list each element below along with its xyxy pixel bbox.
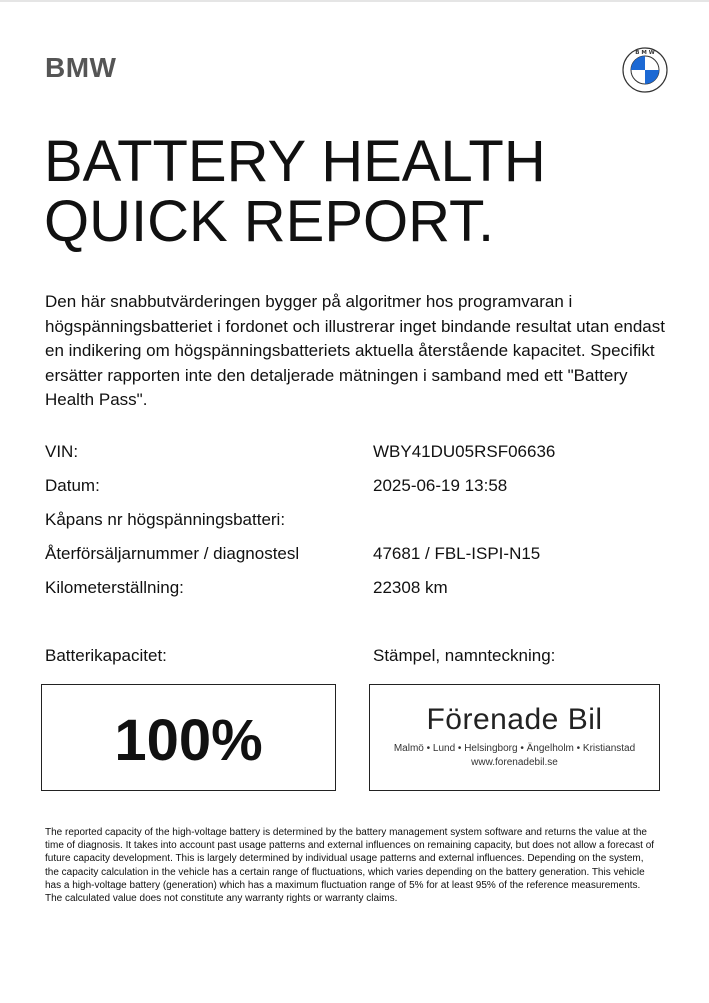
capacity-label: Batterikapacitet: (45, 646, 167, 665)
detail-row-mileage (45, 578, 665, 600)
detail-row-battery-cover (45, 510, 665, 532)
bmw-roundel-icon (622, 47, 668, 93)
detail-value: 2025-06-19 13:58 (373, 476, 508, 495)
top-divider (0, 0, 709, 2)
disclaimer-footnote: The reported capacity of the high-voltage battery is determined by the battery management system software and returns the value at the time of diagnosis. It takes into account past usage patterns and external influences on remaining capacity, but does not allow a forecast of future capacity development. This is largely determined by individual usage patterns and external influences. Depending on the system, the capacity calculation in the vehicle has a certain range of fluctuations, which varies depending on the battery generation. This vehicle has a high-voltage battery (generation) which has a maximum fluctuation range of 5% for at least 95% of the reference measurements. The calculated value does not constitute any warranty rights or warranty claims. (45, 827, 655, 905)
capacity-box (41, 684, 336, 791)
detail-row-dealer (45, 544, 665, 566)
stamp-label: Stämpel, namnteckning: (373, 646, 556, 665)
stamp-company-name: Förenade Bil (426, 703, 603, 736)
intro-paragraph: Den här snabbutvärderingen bygger på algoritmer hos programvaran i högspänningsbatteriet i fordonet och illustrerar inget bindande resultat utan endast en indikering om högspänningsbatteriets aktuella återstående kapacitet. Specifikt ersätter rapporten inte den detaljerade mätningen i samband med ett "Battery Health Pass". (45, 292, 665, 409)
stamp-box (369, 684, 660, 791)
title-line-2: QUICK REPORT. (44, 189, 495, 254)
stamp-cities: Malmö • Lund • Helsingborg • Ängelholm • Kristianstad (393, 743, 636, 754)
detail-label: VIN: (45, 442, 79, 461)
detail-value: 47681 / FBL-ISPI-N15 (373, 544, 541, 563)
detail-value: WBY41DU05RSF06636 (373, 442, 556, 461)
detail-value: 22308 km (373, 578, 448, 597)
page-title (44, 129, 684, 254)
capacity-value: 100% (114, 708, 263, 773)
detail-row-vin (45, 442, 665, 464)
detail-label: Återförsäljarnummer / diagnostesl (45, 544, 300, 563)
brand-wordmark: BMW (45, 52, 117, 83)
stamp-url: www.forenadebil.se (471, 757, 558, 768)
svg-text:B M W: B M W (635, 50, 655, 57)
detail-label: Kilometerställning: (45, 578, 184, 597)
detail-label: Datum: (45, 476, 100, 495)
detail-row-date (45, 476, 665, 498)
detail-label: Kåpans nr högspänningsbatteri: (45, 510, 286, 529)
title-line-1: BATTERY HEALTH (44, 129, 546, 194)
